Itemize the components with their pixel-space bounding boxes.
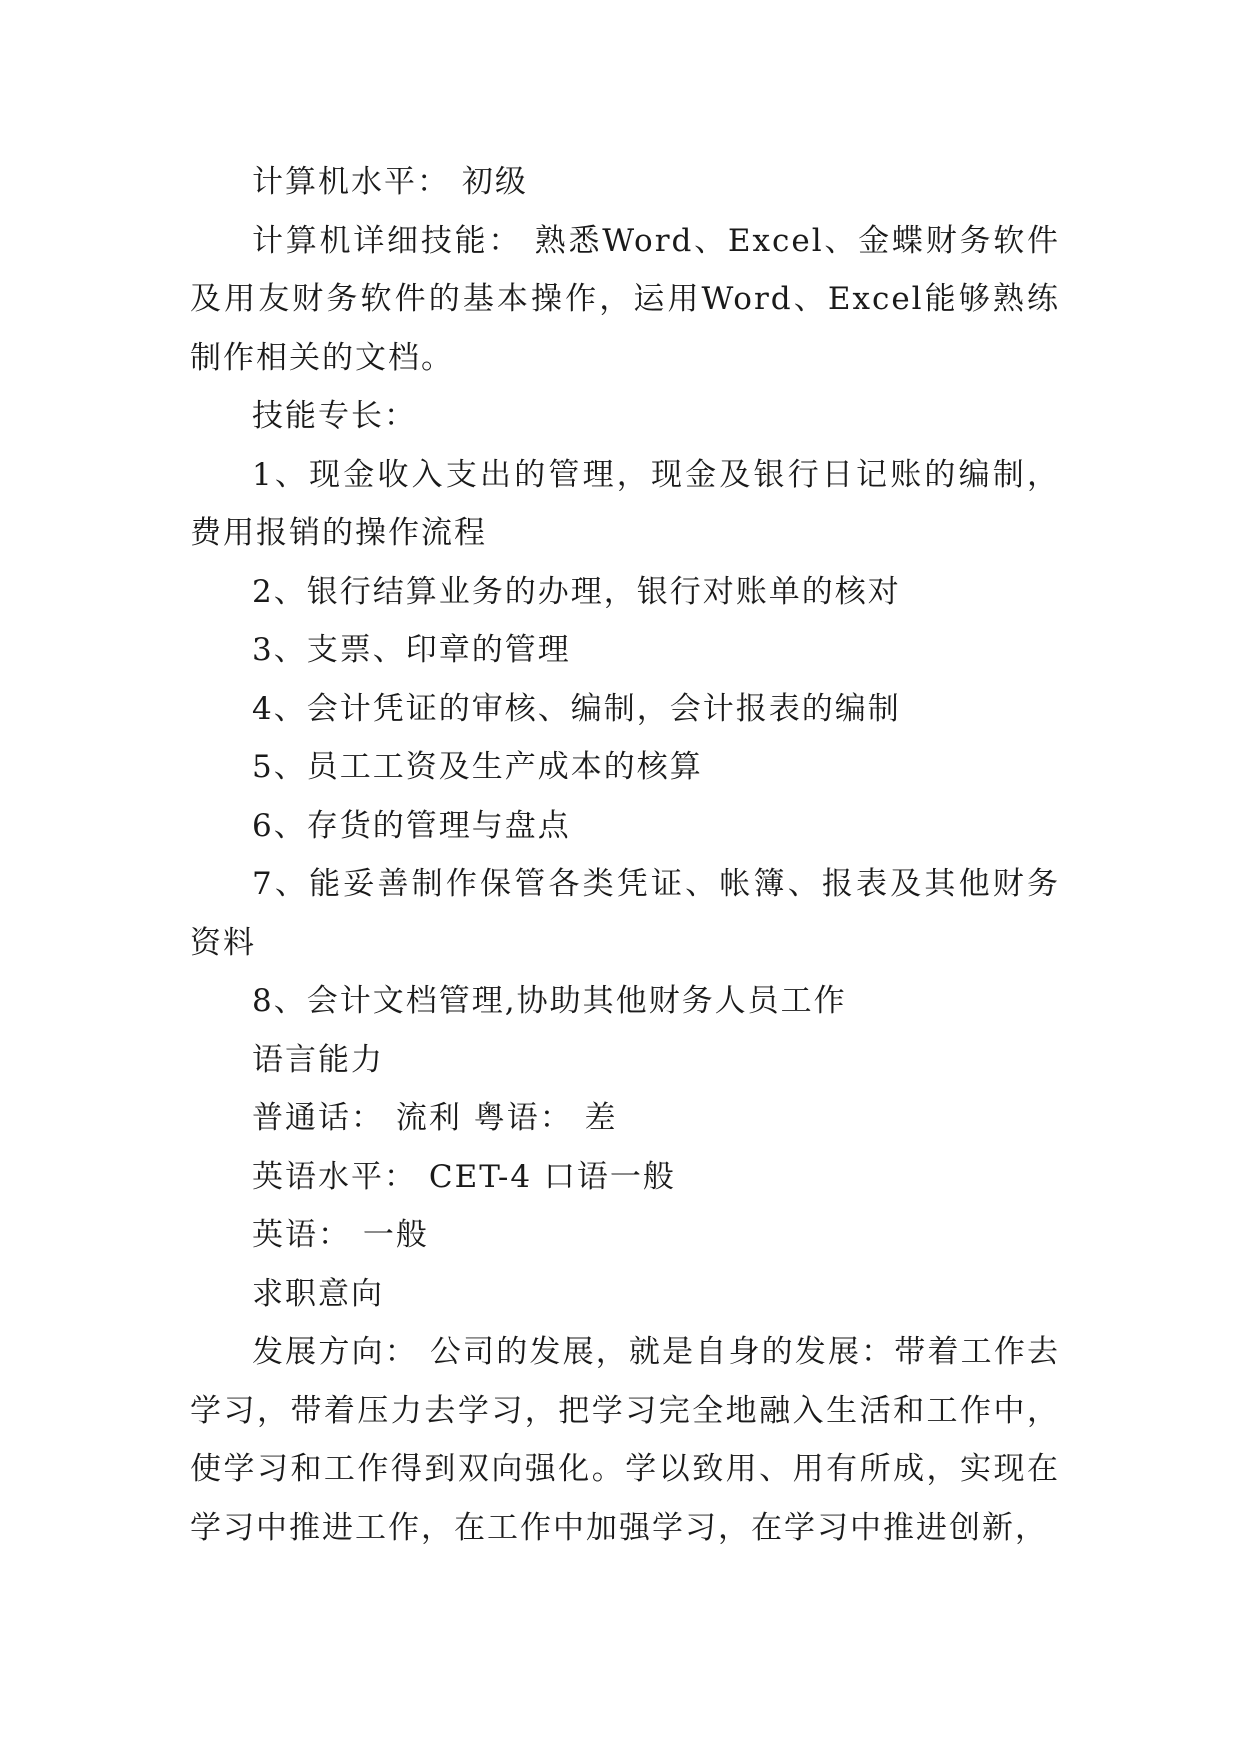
language-heading: 语言能力 (252, 1041, 384, 1078)
skill-item-3: 3、支票、印章的管理 (252, 632, 571, 668)
skill-item-6: 6、存货的管理与盘点 (252, 807, 571, 844)
document-page (190, 153, 1060, 1557)
development-direction: 发展方向： 公司的发展，就是自身的发展：带着工作去学习，带着压力去学习，把学习完全地融入生活和工作中，使学习和工作得到双向强化。学以致用、用有所成，实现在学习中推进工作，在工作中加强学习，在学习中推进创新， (190, 1334, 1060, 1546)
skills-heading: 技能专长： (252, 398, 417, 434)
skill-item-8: 8、会计文档管理,协助其他财务人员工作 (252, 983, 847, 1019)
skill-item-7: 7、能妥善制作保管各类凭证、帐簿、报表及其他财务资料 (190, 866, 1060, 961)
skill-item-4: 4、会计凭证的审核、编制，会计报表的编制 (252, 690, 901, 727)
english-level: 英语水平： CET-4 口语一般 (252, 1158, 676, 1195)
computer-skills: 计算机详细技能： 熟悉Word、Excel、金蝶财务软件及用友财务软件的基本操作，运用Word、Excel能够熟练制作相关的文档。 (190, 222, 1060, 376)
english: 英语： 一般 (252, 1217, 429, 1253)
job-intent-heading: 求职意向 (252, 1275, 384, 1312)
mandarin-cantonese: 普通话： 流利 粤语： 差 (252, 1100, 618, 1136)
skill-item-1: 1、现金收入支出的管理，现金及银行日记账的编制，费用报销的操作流程 (190, 456, 1060, 551)
computer-level: 计算机水平： 初级 (252, 164, 528, 200)
skill-item-5: 5、员工工资及生产成本的核算 (252, 749, 703, 785)
skill-item-2: 2、银行结算业务的办理，银行对账单的核对 (252, 573, 901, 610)
